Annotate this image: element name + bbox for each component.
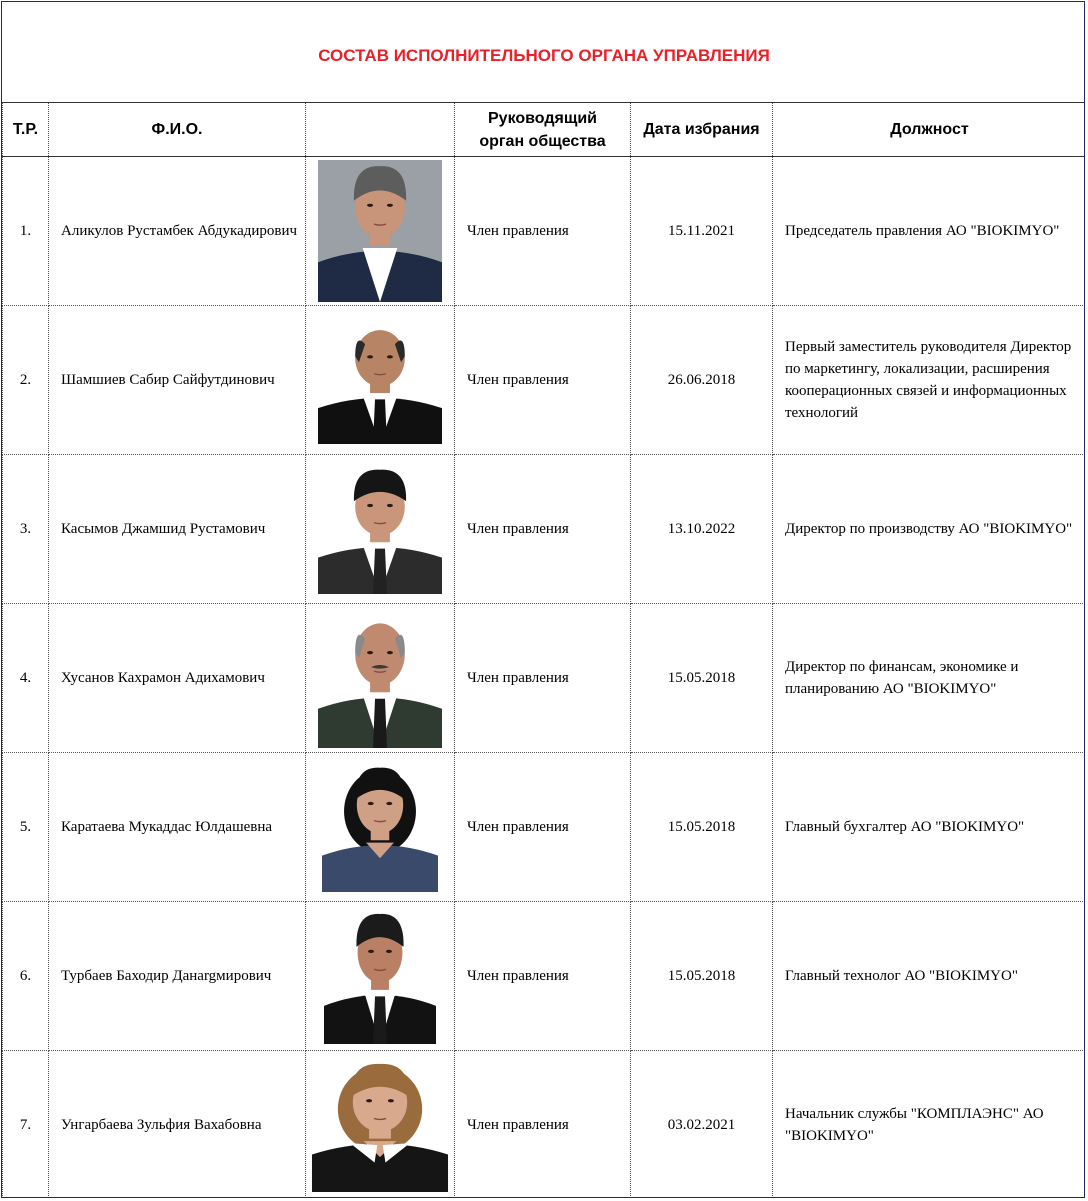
member-date: 15.05.2018 <box>631 753 773 902</box>
member-photo-cell <box>306 157 455 306</box>
member-position: Первый заместитель руководителя Директор по маркетингу, локализации, расширения кооперационных связей и информационных технологий <box>773 306 1086 455</box>
member-date: 15.05.2018 <box>631 604 773 753</box>
member-number: 5. <box>3 753 49 902</box>
woman-light-hair-portrait <box>312 1058 448 1192</box>
table-row <box>3 604 1086 753</box>
member-date: 15.05.2018 <box>631 902 773 1051</box>
member-org: Член правления <box>455 753 631 902</box>
member-photo <box>318 464 442 594</box>
member-number: 4. <box>3 604 49 753</box>
member-position: Директор по финансам, экономике и планированию АО "BIOKIMYO" <box>773 604 1086 753</box>
member-date: 13.10.2022 <box>631 455 773 604</box>
header-photo <box>306 103 455 157</box>
member-photo <box>324 908 436 1044</box>
member-org: Член правления <box>455 157 631 306</box>
member-org: Член правления <box>455 455 631 604</box>
header-position: Должност <box>773 103 1086 157</box>
header-org-line2: орган общества <box>479 132 606 150</box>
member-name: Аликулов Рустамбек Абдукадирович <box>49 157 306 306</box>
member-name: Хусанов Кахрамон Адихамович <box>49 604 306 753</box>
member-number: 3. <box>3 455 49 604</box>
member-org: Член правления <box>455 1051 631 1199</box>
member-photo <box>318 160 442 302</box>
header-name: Ф.И.О. <box>49 103 306 157</box>
woman-dark-hair-portrait <box>322 762 438 892</box>
member-org: Член правления <box>455 604 631 753</box>
member-photo <box>322 762 438 892</box>
table-row <box>3 455 1086 604</box>
table-row <box>3 306 1086 455</box>
man-grey-hair-portrait <box>318 160 442 302</box>
member-org: Член правления <box>455 306 631 455</box>
table-row <box>3 1051 1086 1199</box>
member-date: 15.11.2021 <box>631 157 773 306</box>
member-date: 03.02.2021 <box>631 1051 773 1199</box>
member-number: 1. <box>3 157 49 306</box>
header-date: Дата избрания <box>631 103 773 157</box>
header-org <box>455 103 631 157</box>
member-name: Касымов Джамшид Рустамович <box>49 455 306 604</box>
member-name: Унгарбаева Зульфия Вахабовна <box>49 1051 306 1199</box>
member-photo-cell <box>306 753 455 902</box>
member-number: 2. <box>3 306 49 455</box>
member-photo-cell <box>306 604 455 753</box>
member-photo-cell <box>306 1051 455 1199</box>
member-photo <box>312 1058 448 1192</box>
table-row <box>3 157 1086 306</box>
member-photo-cell <box>306 306 455 455</box>
header-org-line1: Руководящий <box>488 109 597 127</box>
member-number: 7. <box>3 1051 49 1199</box>
man-bald-portrait <box>318 316 442 444</box>
table-row <box>3 902 1086 1051</box>
table-row <box>3 753 1086 902</box>
man-tie-portrait <box>324 908 436 1044</box>
member-photo-cell <box>306 902 455 1051</box>
header-row <box>3 103 1086 157</box>
member-name: Турбаев Баходир Данargмирович <box>49 902 306 1051</box>
member-photo <box>318 608 442 748</box>
member-number: 6. <box>3 902 49 1051</box>
header-num: Т.Р. <box>3 103 49 157</box>
page-title: СОСТАВ ИСПОЛНИТЕЛЬНОГО ОРГАНА УПРАВЛЕНИЯ <box>318 46 770 65</box>
document-frame <box>1 1 1085 1198</box>
man-dark-hair-portrait <box>318 464 442 594</box>
member-photo <box>318 316 442 444</box>
member-position: Начальник службы "КОМПЛАЭНС" АО "BIOKIMYO" <box>773 1051 1086 1199</box>
member-photo-cell <box>306 455 455 604</box>
member-name: Каратаева Мукаддас Юлдашевна <box>49 753 306 902</box>
member-date: 26.06.2018 <box>631 306 773 455</box>
member-position: Директор по производству АО "BIOKIMYO" <box>773 455 1086 604</box>
members-table <box>2 102 1085 1198</box>
man-mustache-portrait <box>318 608 442 748</box>
member-position: Главный бухгалтер АО "BIOKIMYO" <box>773 753 1086 902</box>
member-name: Шамшиев Сабир Сайфутдинович <box>49 306 306 455</box>
member-org: Член правления <box>455 902 631 1051</box>
member-position: Главный технолог АО "BIOKIMYO" <box>773 902 1086 1051</box>
member-position: Председатель правления АО "BIOKIMYO" <box>773 157 1086 306</box>
